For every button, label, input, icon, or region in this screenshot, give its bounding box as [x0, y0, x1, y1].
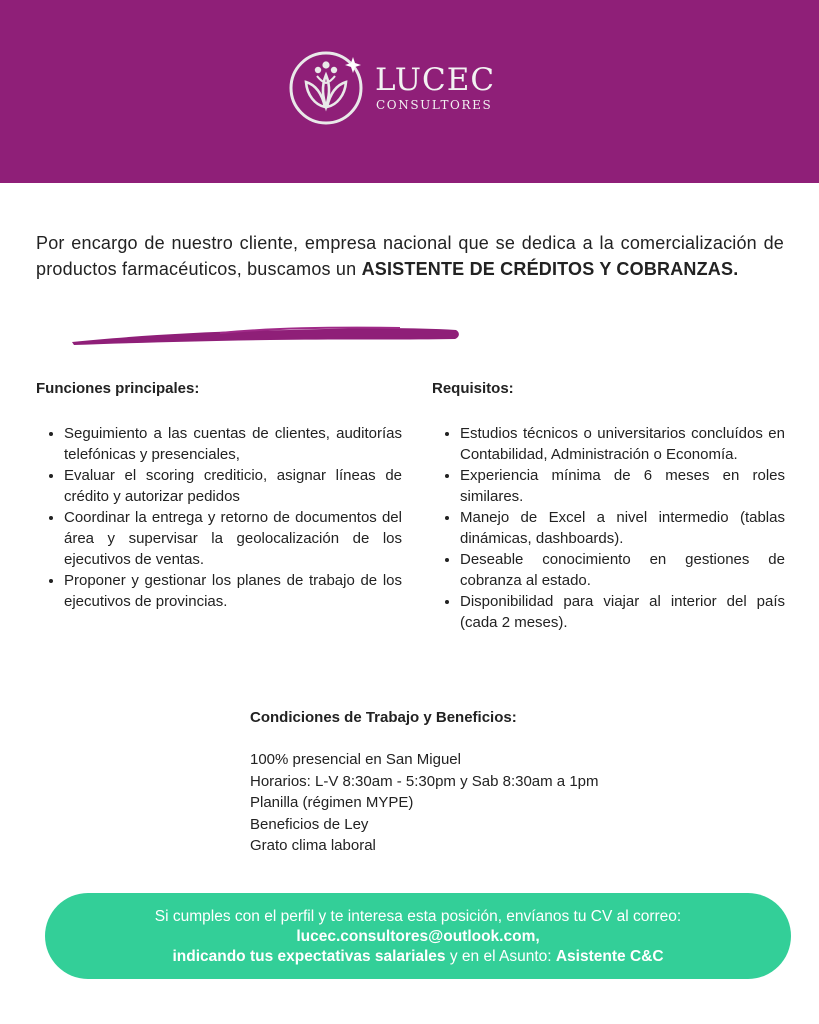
- cta-instruction: Si cumples con el perfil y te interesa esta posición, envíanos tu CV al correo:: [154, 908, 682, 925]
- list-item: • Evaluar el scoring crediticio, asignar líneas de crédito y autorizar pedidos: [64, 465, 402, 507]
- functions-heading: Funciones principales:: [36, 380, 200, 397]
- cta-subject: Asistente C&C: [555, 948, 664, 965]
- brush-stroke-divider: [70, 322, 462, 348]
- conditions-section: [250, 707, 710, 857]
- functions-section: [36, 378, 402, 612]
- list-item: • Proponer y gestionar los planes de trabajo de los ejecutivos de provincias.: [64, 570, 402, 612]
- brand-subtitle: CONSULTORES: [376, 98, 493, 112]
- intro-paragraph: [36, 230, 784, 282]
- brand-logo: [287, 49, 517, 129]
- conditions-heading: Condiciones de Trabajo y Beneficios:: [250, 709, 517, 726]
- apply-callout: [45, 893, 791, 979]
- cta-salary-note: indicando tus expectativas salariales: [172, 948, 446, 965]
- cta-subject-label: y en el Asunto:: [445, 948, 556, 965]
- condition-item: Grato clima laboral: [250, 837, 376, 854]
- condition-item: Horarios: L-V 8:30am - 5:30pm y Sab 8:30am a 1pm: [250, 772, 599, 790]
- header-banner: [0, 0, 819, 183]
- list-item: • Manejo de Excel a nivel intermedio (tablas dinámicas, dashboards).: [460, 507, 785, 549]
- functions-list: [36, 423, 402, 612]
- lotus-figures-icon: [287, 49, 365, 127]
- requirements-section: [432, 378, 785, 633]
- brand-name: LUCEC: [375, 62, 496, 98]
- list-item: • Estudios técnicos o universitarios concluídos en Contabilidad, Administración o Economía.: [460, 423, 785, 465]
- position-title: ASISTENTE DE CRÉDITOS Y COBRANZAS.: [361, 259, 739, 279]
- list-item: • Experiencia mínima de 6 meses en roles similares.: [460, 465, 785, 507]
- intro-text: Por encargo de nuestro cliente, empresa nacional que se dedica a la comercialización de productos farmacéuticos, buscamos un: [36, 233, 784, 279]
- condition-item: Planilla (régimen MYPE): [250, 794, 414, 811]
- list-item: • Disponibilidad para viajar al interior del país (cada 2 meses).: [460, 591, 785, 633]
- condition-item: 100% presencial en San Miguel: [250, 751, 461, 768]
- requirements-heading: Requisitos:: [432, 380, 514, 397]
- list-item: • Seguimiento a las cuentas de clientes, auditorías telefónicas y presenciales,: [64, 423, 402, 465]
- list-item: • Coordinar la entrega y retorno de documentos del área y supervisar la geolocalización de los ejecutivos de ventas.: [64, 507, 402, 570]
- condition-item: Beneficios de Ley: [250, 815, 369, 833]
- list-item: • Deseable conocimiento en gestiones de cobranza al estado.: [460, 549, 785, 591]
- contact-email[interactable]: lucec.consultores@outlook.com,: [296, 928, 540, 945]
- requirements-list: [432, 423, 785, 633]
